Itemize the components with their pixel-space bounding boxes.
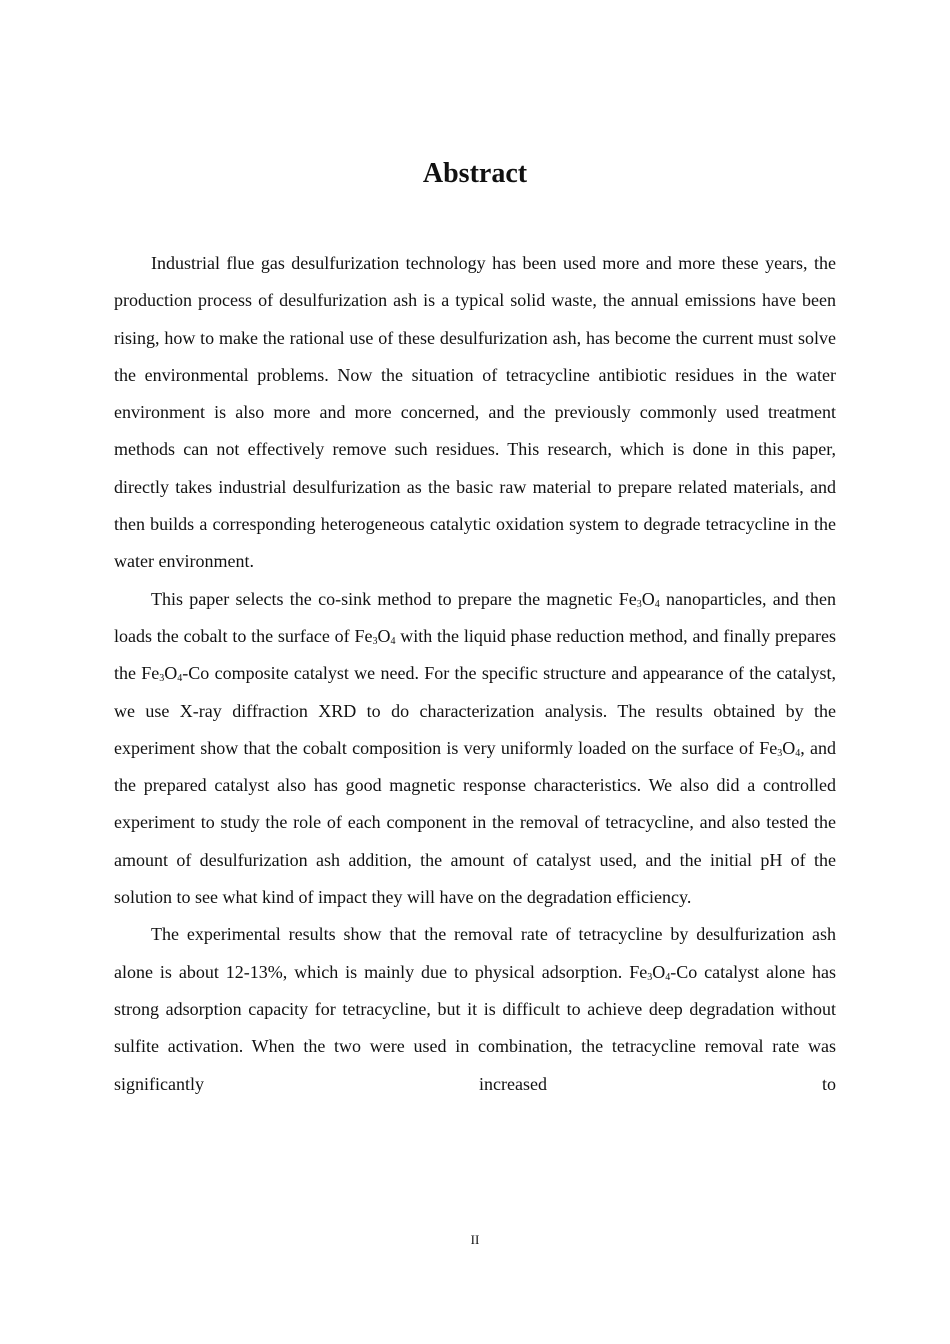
chemical-subscript: 3: [647, 971, 653, 983]
page-number: II: [470, 1232, 480, 1247]
chemical-subscript: 4: [390, 635, 396, 647]
paragraph-text: -Co composite catalyst we need. For the specific structure and appearance of the catalyst, we use X-ray diffraction XRD to do characterization analysis. The results obtained by the experiment show that the cobalt composition is very uniformly loaded on the surface of Fe: [114, 663, 836, 758]
paragraph-text: O: [377, 625, 391, 646]
chemical-subscript: 3: [636, 598, 642, 610]
chemical-subscript: 4: [665, 971, 671, 983]
paragraph-text: , and the prepared catalyst also has good magnetic response characteristics. We also did a controlled experiment to study the role of each component in the removal of tetracycline, and also tested the amount of desulfurization ash addition, the amount of catalyst used, and the initial pH of the solution to see what kind of impact they will have on the degradation efficiency.: [114, 737, 836, 908]
paragraph-text: O: [164, 663, 178, 684]
paragraph-text: This paper selects the co-sink method to prepare the magnetic Fe: [151, 588, 637, 609]
chemical-subscript: 3: [159, 673, 165, 685]
paragraph-text: O: [652, 961, 666, 982]
paragraph-text: Industrial flue gas desulfurization technology has been used more and more these years, the production process of desulfurization ash is a typical solid waste, the annual emissions have been rising, how to make the rational use of these desulfurization ash, has become the current must solve the environmental problems. Now the situation of tetracycline antibiotic residues in the water environment is also more and more concerned, and the previously commonly used treatment methods can not effectively remove such residues. This research, which is done in this paper, directly takes industrial desulfurization as the basic raw material to prepare related materials, and then builds a corresponding heterogeneous catalytic oxidation system to degrade tetracycline in the water environment.: [114, 253, 836, 572]
paragraph-text: The experimental results show that the removal rate of tetracycline by desulfurization ash alone is about 12-13%, which is mainly due to physical adsorption. Fe: [114, 924, 836, 982]
chemical-subscript: 3: [372, 635, 378, 647]
page-title: Abstract: [422, 158, 528, 189]
abstract-paragraph-1: [114, 245, 836, 581]
chemical-subscript: 4: [795, 747, 801, 759]
paragraph-text: -Co catalyst alone has strong adsorption capacity for tetracycline, but it is difficult to achieve deep degradation without sulfite activation. When the two were used in combination, the tetracycline removal rate was significantly increased to: [114, 961, 836, 1094]
chemical-subscript: 4: [654, 598, 660, 610]
paragraph-text: O: [782, 737, 796, 758]
paragraph-text: O: [641, 588, 655, 609]
abstract-paragraph-2: [114, 581, 836, 917]
paragraph-text: nanoparticles, and then loads the cobalt to the surface of Fe: [114, 588, 836, 646]
abstract-paragraph-3: [114, 916, 836, 1102]
chemical-subscript: 3: [777, 747, 783, 759]
chemical-subscript: 4: [177, 673, 183, 685]
abstract-body: [114, 245, 836, 1103]
paragraph-text: with the liquid phase reduction method, and finally prepares the Fe: [114, 625, 836, 684]
